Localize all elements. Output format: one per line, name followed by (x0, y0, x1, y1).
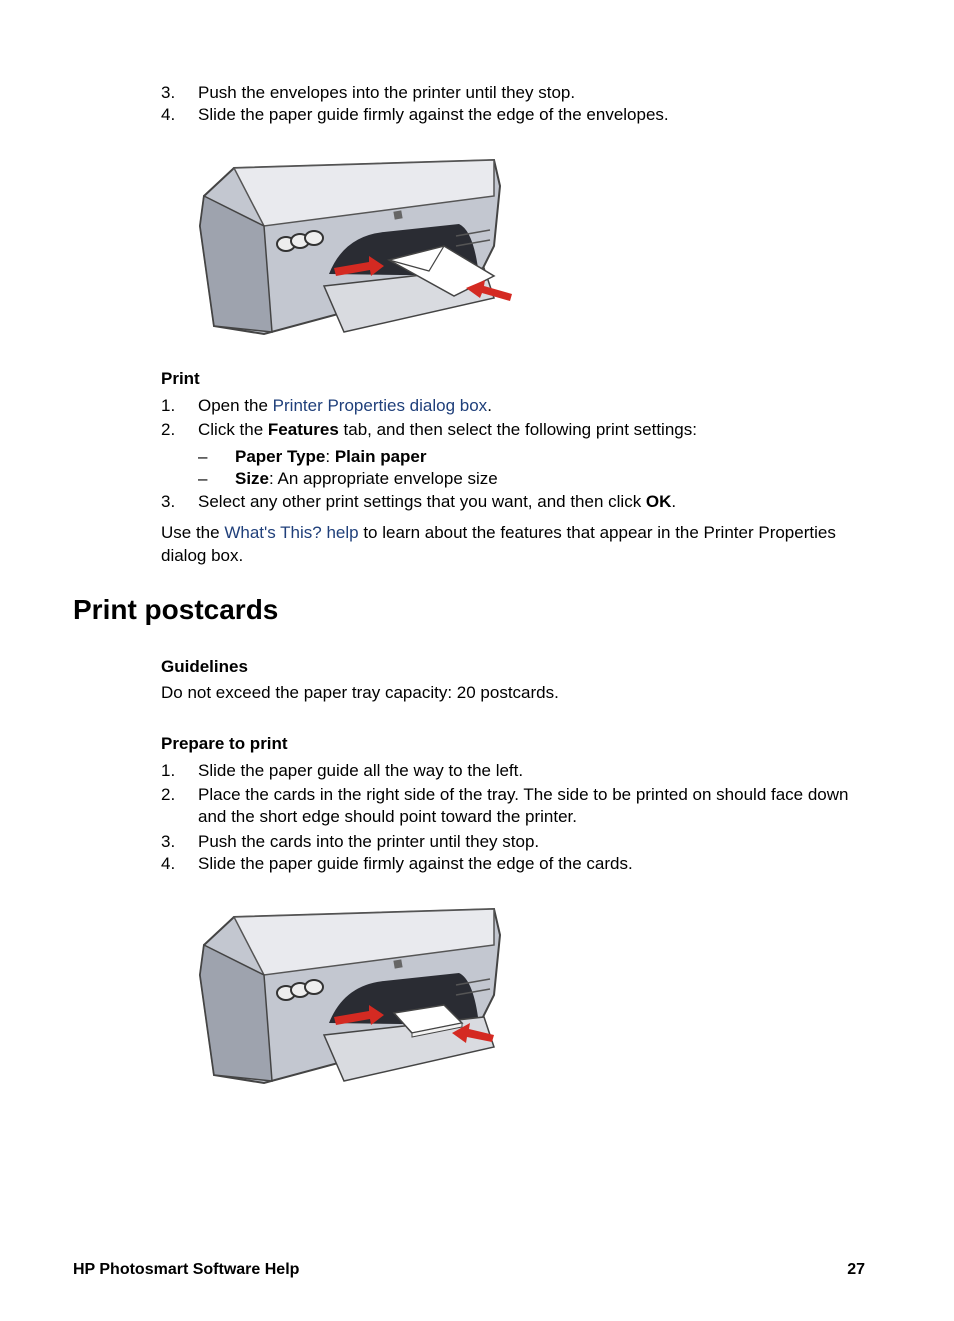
page-number: 27 (847, 1261, 865, 1278)
whats-this-help-link[interactable]: What's This? help (224, 523, 359, 542)
guidelines-heading: Guidelines (161, 657, 248, 676)
footer-title: HP Photosmart Software Help (73, 1261, 300, 1278)
printer-properties-link[interactable]: Printer Properties dialog box (272, 396, 488, 415)
printer-envelope-illustration (194, 156, 514, 338)
print-heading: Print (161, 369, 200, 388)
guidelines-text: Do not exceed the paper tray capacity: 20 postcards. (161, 683, 559, 702)
printer-postcard-illustration (194, 905, 504, 1087)
whats-this-note: Use the What's This? help to learn about the features that appear in the Printer Properties dialog box. (161, 523, 836, 565)
page-title: Print postcards (73, 594, 279, 625)
prepare-heading: Prepare to print (161, 734, 288, 753)
